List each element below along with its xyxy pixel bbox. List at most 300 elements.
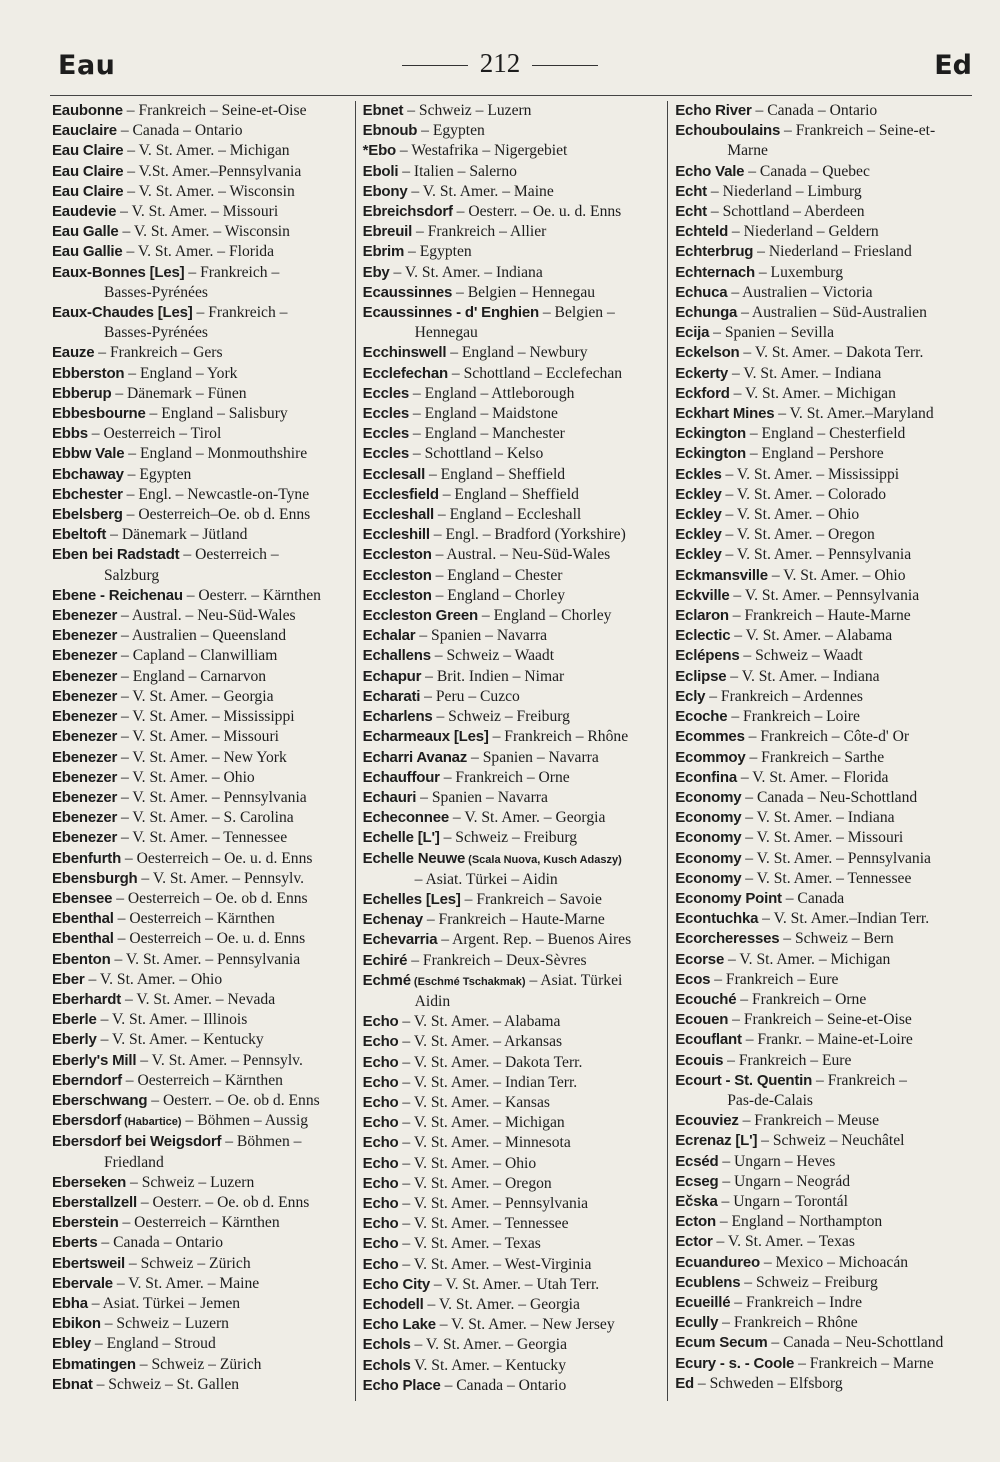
entry-location: – Frankreich – Deux-Sèvres [407, 951, 587, 969]
entry-location: – V. St. Amer. – Mississippi [721, 465, 900, 483]
entry-headword: Eccleshill [362, 526, 430, 544]
gazetteer-entry [675, 970, 968, 990]
gazetteer-entry [675, 283, 968, 303]
entry-continuation: Aidin [414, 992, 451, 1010]
entry-location: – Belgien – [538, 304, 615, 322]
gazetteer-columns [50, 101, 972, 1401]
entry-headword: Eckley [675, 506, 722, 524]
entry-location: – Frankreich – Ardennes [705, 687, 863, 705]
entry-headword: Eckley [675, 526, 722, 544]
entry-location: – England – Sheffield [425, 465, 566, 483]
gazetteer-entry [52, 849, 351, 869]
entry-location: – V. St. Amer. – Ohio [84, 970, 223, 988]
entry-location: – Oesterreich – Oe. u. d. Enns [121, 849, 313, 867]
entry-location: – V. St. Amer. – Alabama [730, 627, 893, 645]
gazetteer-entry [52, 545, 351, 585]
entry-location: – V. St. Amer. – Georgia [449, 809, 606, 827]
gazetteer-entry [675, 1293, 968, 1313]
entry-headword: Echevarria [362, 931, 438, 949]
gazetteer-entry [675, 1030, 968, 1050]
entry-headword: Eccles [362, 405, 409, 423]
entry-headword: Ebnat [52, 1375, 93, 1393]
entry-location: – England – Chorley [478, 607, 612, 625]
entry-headword: Ebenezer [52, 627, 118, 645]
entry-headword: Ebenezer [52, 607, 118, 625]
entry-headword: Ebbs [52, 425, 88, 443]
gazetteer-entry [675, 323, 968, 343]
gazetteer-entry [675, 828, 968, 848]
entry-headword: Ecos [675, 970, 711, 988]
gazetteer-entry [675, 424, 968, 444]
gazetteer-entry [52, 626, 351, 646]
entry-headword: Ebberston [52, 364, 125, 382]
entry-location: V. St. Amer. – Kentucky [410, 1356, 566, 1374]
entry-headword: Eaudevie [52, 203, 117, 221]
entry-location: – Frankreich – Rhône [718, 1314, 858, 1332]
entry-headword: Eckelson [675, 344, 740, 362]
entry-headword: Economy [675, 829, 742, 847]
entry-location: – V. St. Amer.–Indian Terr. [758, 910, 930, 928]
entry-location: – V. St. Amer. – Indian Terr. [398, 1073, 578, 1091]
entry-location: – V. St. Amer. – Florida [122, 243, 275, 261]
entry-location: – Luxemburg [754, 263, 844, 281]
entry-headword: Ebenezer [52, 788, 118, 806]
entry-location: – Schweiz – Freiburg [439, 829, 578, 847]
entry-headword: Ebbw Vale [52, 445, 125, 463]
gazetteer-entry [52, 586, 351, 606]
gazetteer-entry [675, 646, 968, 666]
gazetteer-entry [675, 889, 968, 909]
entry-location: – England – Northampton [715, 1213, 883, 1231]
entry-location: – Belgien – Hennegau [452, 283, 596, 301]
entry-headword: Eberly's Mill [52, 1051, 137, 1069]
entry-location: – V. St. Amer. – Pennsylvania [110, 950, 301, 968]
entry-headword: Echo [362, 1215, 399, 1233]
gazetteer-entry [675, 525, 968, 545]
entry-headword: Ebertsweil [52, 1254, 126, 1272]
entry-location: – V. St. Amer. – Ohio [117, 768, 255, 786]
gazetteer-entry [675, 707, 968, 727]
entry-headword: Eclectic [675, 627, 731, 645]
gazetteer-entry [363, 202, 664, 222]
gazetteer-entry [52, 1314, 351, 1334]
entry-headword: Ector [675, 1233, 713, 1251]
gazetteer-entry [52, 364, 351, 384]
entry-headword: Eccleston [362, 586, 432, 604]
gazetteer-entry [52, 727, 351, 747]
gazetteer-entry [675, 303, 968, 323]
entry-headword: Ebenthal [52, 910, 114, 928]
entry-location: – V. St. Amer. – Ohio [398, 1154, 537, 1172]
gazetteer-entry [52, 162, 351, 182]
entry-location: – Frankreich – Orne [736, 990, 867, 1008]
entry-location: – V. St. Amer. – Dakota Terr. [398, 1053, 583, 1071]
gazetteer-entry [52, 101, 351, 121]
entry-headword: Econtuchka [675, 910, 759, 928]
entry-location: – Argent. Rep. – Buenos Aires [437, 931, 632, 949]
entry-headword: Eberly [52, 1031, 97, 1049]
gazetteer-entry [363, 1133, 664, 1153]
gazetteer-entry [52, 1254, 351, 1274]
entry-headword: Echo [362, 1033, 399, 1051]
entry-headword: Echo Vale [675, 162, 745, 180]
entry-headword: Ecclesall [362, 465, 426, 483]
gazetteer-entry [675, 222, 968, 242]
entry-headword: Ecaussinnes - d' Enghien [362, 304, 539, 322]
entry-location: – Spanien – Navarra [416, 788, 548, 806]
gazetteer-entry [363, 404, 664, 424]
entry-continuation: Marne [727, 142, 768, 160]
entry-location: – Frankreich – Sarthe [745, 748, 885, 766]
entry-location: – V. St. Amer. – Tennessee [398, 1215, 569, 1233]
entry-headword: Eber [52, 970, 85, 988]
entry-location: – Frankreich – [192, 304, 288, 322]
gazetteer-entry [52, 1030, 351, 1050]
gazetteer-entry [363, 242, 664, 262]
entry-location: – V. St. Amer. – Kansas [398, 1093, 550, 1111]
gazetteer-entry [675, 1051, 968, 1071]
gazetteer-entry [363, 1356, 664, 1376]
entry-location: – Frankreich – Meuse [738, 1112, 879, 1130]
entry-alt-name: (Habartice) [121, 1116, 182, 1129]
entry-location: – V. St. Amer. – Dakota Terr. [739, 344, 924, 362]
gazetteer-entry [363, 687, 664, 707]
gazetteer-entry [363, 890, 664, 910]
entry-location: – Engl. – Newcastle-on-Tyne [122, 485, 310, 503]
entry-location: – V. St. Amer. – Missouri [741, 829, 904, 847]
gazetteer-entry [363, 545, 664, 565]
entry-headword: Echauri [362, 788, 417, 806]
entry-location: – England – Stroud [91, 1335, 216, 1353]
entry-headword: Eckford [675, 384, 730, 402]
gazetteer-entry [363, 910, 664, 930]
gazetteer-entry [675, 909, 968, 929]
entry-location: – England – Manchester [408, 425, 565, 443]
entry-headword: Eckhart Mines [675, 405, 775, 423]
entry-headword: Echalar [362, 627, 416, 645]
entry-headword: Eccles [362, 384, 409, 402]
entry-location: – Egypten [417, 122, 485, 140]
gazetteer-entry [675, 626, 968, 646]
gazetteer-entry [363, 566, 664, 586]
gazetteer-entry [52, 667, 351, 687]
entry-headword: Ebene - Reichenau [52, 586, 183, 604]
entry-location: – Canada – Quebec [744, 162, 870, 180]
gazetteer-entry [675, 990, 968, 1010]
entry-headword: Eckles [675, 465, 722, 483]
entry-location: – Schweiz – Zürich [135, 1355, 262, 1373]
gazetteer-entry [675, 545, 968, 565]
entry-location: – Australien – Victoria [727, 283, 873, 301]
gazetteer-entry [675, 687, 968, 707]
entry-continuation: Hennegau [414, 324, 478, 342]
entry-headword: Ecommoy [675, 748, 746, 766]
entry-location: – Frankreich – Savoie [460, 890, 602, 908]
gazetteer-entry [52, 687, 351, 707]
gazetteer-entry [675, 869, 968, 889]
entry-headword: Ebberup [52, 384, 112, 402]
entry-location: – Egypten [404, 243, 472, 261]
entry-location: – V. St. Amer. – Texas [398, 1235, 541, 1253]
gazetteer-entry [675, 586, 968, 606]
gazetteer-entry [363, 121, 664, 141]
gazetteer-entry [363, 1275, 664, 1295]
entry-headword: Eauclaire [52, 122, 117, 140]
entry-location: – England – Newbury [446, 344, 588, 362]
gazetteer-entry [675, 929, 968, 949]
entry-headword: Ecclefechan [362, 364, 448, 382]
gazetteer-entry [52, 1274, 351, 1294]
entry-headword: Ebenezer [52, 809, 118, 827]
gazetteer-entry [363, 1376, 664, 1396]
entry-headword: Eberndorf [52, 1071, 122, 1089]
entry-headword: Ecseg [675, 1172, 719, 1190]
entry-headword: Ecséd [675, 1152, 719, 1170]
entry-location: – V. St. Amer. – Pennsylvania [398, 1194, 589, 1212]
gazetteer-entry [675, 788, 968, 808]
entry-location: – Frankreich – Gers [94, 344, 223, 362]
gazetteer-entry [52, 707, 351, 727]
entry-headword: Eccleshall [362, 506, 435, 524]
entry-headword: Echt [675, 182, 707, 200]
gazetteer-entry [363, 1214, 664, 1234]
gazetteer-entry [52, 950, 351, 970]
entry-headword: Echelle Neuwe [362, 849, 466, 867]
entry-location: – Schweiz – Zürich [125, 1254, 251, 1272]
gazetteer-entry [52, 525, 351, 545]
gazetteer-entry [675, 727, 968, 747]
entry-headword: Ecija [675, 324, 710, 342]
entry-location: – V. St. Amer. – Minnesota [398, 1134, 571, 1152]
entry-headword: Echeconnee [362, 809, 450, 827]
entry-location: – Niederland – Geldern [728, 223, 879, 241]
page-number-block [0, 48, 1000, 79]
running-head-left: Eau [58, 50, 116, 81]
gazetteer-entry [675, 748, 968, 768]
gazetteer-entry [52, 788, 351, 808]
entry-location: – Oesterr. – Oe. ob d. Enns [147, 1091, 320, 1109]
gazetteer-entry [363, 1073, 664, 1093]
gazetteer-entry [675, 606, 968, 626]
entry-location: – V. St. Amer. – West-Virginia [398, 1255, 592, 1273]
entry-location: – V. St. Amer. – New Jersey [435, 1316, 615, 1334]
entry-location: – Spanien – Navarra [415, 627, 548, 645]
page-number: 212 [479, 48, 521, 78]
entry-location: – V. St. Amer. – Michigan [729, 384, 896, 402]
gazetteer-entry [52, 485, 351, 505]
entry-location: – Frankreich – Loire [727, 708, 860, 726]
gazetteer-entry [363, 1335, 664, 1355]
entry-location: – Frankreich – [812, 1071, 907, 1089]
entry-headword: Eckville [675, 586, 730, 604]
entry-headword: Ebenezer [52, 708, 118, 726]
entry-headword: Eberhardt [52, 990, 122, 1008]
gazetteer-entry [363, 1234, 664, 1254]
entry-location: – V. St. Amer. – Missouri [116, 203, 279, 221]
entry-location: – V. St. Amer. – Wisconsin [123, 182, 295, 200]
entry-headword: Ebenezer [52, 687, 118, 705]
entry-headword: Ebenezer [52, 647, 118, 665]
entry-headword: Ebensee [52, 889, 113, 907]
gazetteer-entry [363, 1093, 664, 1113]
gazetteer-entry [675, 768, 968, 788]
entry-headword: Eben bei Radstadt [52, 546, 180, 564]
entry-location: – V. St. Amer. – Ohio [721, 506, 860, 524]
entry-headword: Eauze [52, 344, 95, 362]
entry-headword: Eccleston [362, 566, 432, 584]
entry-location: – V. St. Amer. – Michigan [123, 142, 290, 160]
entry-headword: Eau Claire [52, 182, 124, 200]
entry-location: – Frankreich – Seine-et- [780, 122, 936, 140]
gazetteer-entry [52, 1334, 351, 1354]
entry-headword: Ebchester [52, 485, 123, 503]
gazetteer-entry [363, 485, 664, 505]
entry-location: – V.St. Amer.–Pennsylvania [123, 162, 302, 180]
entry-headword: Eau Gallie [52, 243, 123, 261]
entry-headword: Ecouflant [675, 1031, 742, 1049]
entry-headword: Ečska [675, 1192, 718, 1210]
entry-headword: Ebenfurth [52, 849, 122, 867]
entry-location: – V. St. Amer. – Nevada [121, 990, 276, 1008]
entry-location: – Oesterreich – [179, 546, 279, 564]
entry-location: – V. St. Amer. – Utah Terr. [430, 1275, 600, 1293]
entry-headword: Ecoche [675, 708, 728, 726]
entry-headword: Ebeltoft [52, 526, 107, 544]
entry-headword: Economy [675, 869, 742, 887]
entry-location: – Frankreich – Eure [710, 970, 839, 988]
gazetteer-entry [52, 505, 351, 525]
gazetteer-entry [675, 1071, 968, 1111]
gazetteer-entry [675, 1313, 968, 1333]
entry-headword: Eaux-Chaudes [Les] [52, 304, 193, 322]
entry-headword: Eberstein [52, 1214, 119, 1232]
entry-location: – Spanien – Sevilla [709, 324, 835, 342]
entry-location: – Frankreich – Indre [730, 1293, 862, 1311]
entry-continuation: Salzburg [104, 566, 160, 584]
entry-location: – Böhmen – Aussig [181, 1112, 309, 1130]
header-rule [50, 95, 972, 96]
entry-location: – V. St. Amer.–Maryland [774, 405, 934, 423]
gazetteer-entry [363, 606, 664, 626]
entry-headword: Echols [362, 1356, 411, 1374]
entry-headword: Echo [362, 1114, 399, 1132]
header-dash-right [532, 65, 598, 66]
gazetteer-entry [52, 970, 351, 990]
entry-location: – Frankreich – Allier [412, 223, 547, 241]
entry-headword: Ecorcheresses [675, 930, 780, 948]
entry-location: – V. St. Amer. – Michigan [724, 950, 891, 968]
entry-location: – V. St. Amer. – Indiana [389, 263, 543, 281]
entry-location: – V. St. Amer. – Georgia [423, 1295, 580, 1313]
entry-location: – Schweiz – Bern [779, 930, 894, 948]
gazetteer-entry [363, 444, 664, 464]
gazetteer-entry [675, 1131, 968, 1151]
entry-headword: Echarri Avanaz [362, 748, 468, 766]
entry-headword: Echo [362, 1093, 399, 1111]
entry-headword: Ebreuil [362, 223, 413, 241]
entry-location: – Mexico – Michoacán [759, 1253, 909, 1271]
entry-location: – Frankreich – Orne [439, 768, 570, 786]
entry-headword: Ecorse [675, 950, 725, 968]
entry-headword: Ebha [52, 1294, 88, 1312]
entry-headword: Ecclesfield [362, 485, 439, 503]
entry-location: – Frankreich – Rhône [488, 728, 629, 746]
entry-location: – V. St. Amer. – Texas [712, 1233, 855, 1251]
entry-headword: Echo River [675, 102, 752, 119]
entry-headword: Ebenezer [52, 667, 118, 685]
entry-location: – Frankreich – Eure [723, 1051, 852, 1069]
gazetteer-entry [52, 303, 351, 343]
gazetteer-entry [675, 566, 968, 586]
entry-headword: Echodell [362, 1295, 424, 1313]
entry-location: – England – Attleborough [408, 384, 575, 402]
gazetteer-entry [363, 1315, 664, 1335]
entry-location: – V. St. Amer. – Colorado [721, 485, 887, 503]
entry-headword: Ebony [362, 182, 408, 200]
column-1 [50, 101, 355, 1401]
entry-headword: Economy [675, 809, 742, 827]
entry-headword: Eclaron [675, 607, 729, 625]
gazetteer-entry [52, 606, 351, 626]
entry-location: – Oesterr. – Kärnthen [182, 586, 321, 604]
gazetteer-entry [675, 162, 968, 182]
entry-headword: Ebley [52, 1335, 92, 1353]
gazetteer-entry [363, 465, 664, 485]
entry-headword: Ecublens [675, 1273, 741, 1291]
entry-headword: Echo Lake [362, 1316, 436, 1334]
entry-location: – V. St. Amer. – Missouri [117, 728, 279, 746]
running-head-right: Ed [934, 50, 972, 81]
gazetteer-entry [675, 1232, 968, 1252]
gazetteer-entry [675, 465, 968, 485]
entry-location: – Schweiz – Luzern [403, 102, 532, 119]
gazetteer-entry [675, 849, 968, 869]
entry-headword: Ebrim [362, 243, 405, 261]
entry-headword: Eboli [362, 162, 399, 180]
gazetteer-entry [675, 505, 968, 525]
entry-location: – V. St. Amer. – Indiana [741, 809, 895, 827]
entry-location: – Ungarn – Torontál [717, 1192, 848, 1210]
entry-location: – Oesterreich – Oe. u. d. Enns [113, 930, 306, 948]
entry-headword: Echauffour [362, 768, 440, 786]
entry-headword: Ecommes [675, 728, 745, 746]
gazetteer-entry [363, 1032, 664, 1052]
gazetteer-entry [52, 1294, 351, 1314]
gazetteer-entry [52, 808, 351, 828]
entry-headword: Ecton [675, 1213, 716, 1231]
gazetteer-entry [363, 646, 664, 666]
entry-location: – England – Chesterfield [745, 425, 906, 443]
header-dash-left [402, 65, 468, 66]
entry-location: – Schottland – Kelso [408, 445, 544, 463]
entry-headword: Echo [362, 1013, 399, 1031]
entry-location: – England – Pershore [745, 445, 884, 463]
entry-headword: Eclépens [675, 647, 740, 665]
entry-headword: Ebbesbourne [52, 405, 146, 423]
gazetteer-entry [363, 1194, 664, 1214]
gazetteer-entry [363, 525, 664, 545]
gazetteer-entry [52, 1213, 351, 1233]
entry-location: – Schottland – Ecclefechan [448, 364, 623, 382]
entry-location: – Australien – Queensland [117, 627, 287, 645]
gazetteer-entry [363, 828, 664, 848]
entry-location: – England – Chester [431, 566, 563, 584]
entry-headword: Eberstallzell [52, 1193, 137, 1211]
gazetteer-entry [52, 384, 351, 404]
entry-location: – V. St. Amer. – Arkansas [398, 1033, 563, 1051]
entry-location: – Frankreich – [184, 263, 280, 281]
entry-location: – Canada – Ontario [440, 1376, 567, 1394]
